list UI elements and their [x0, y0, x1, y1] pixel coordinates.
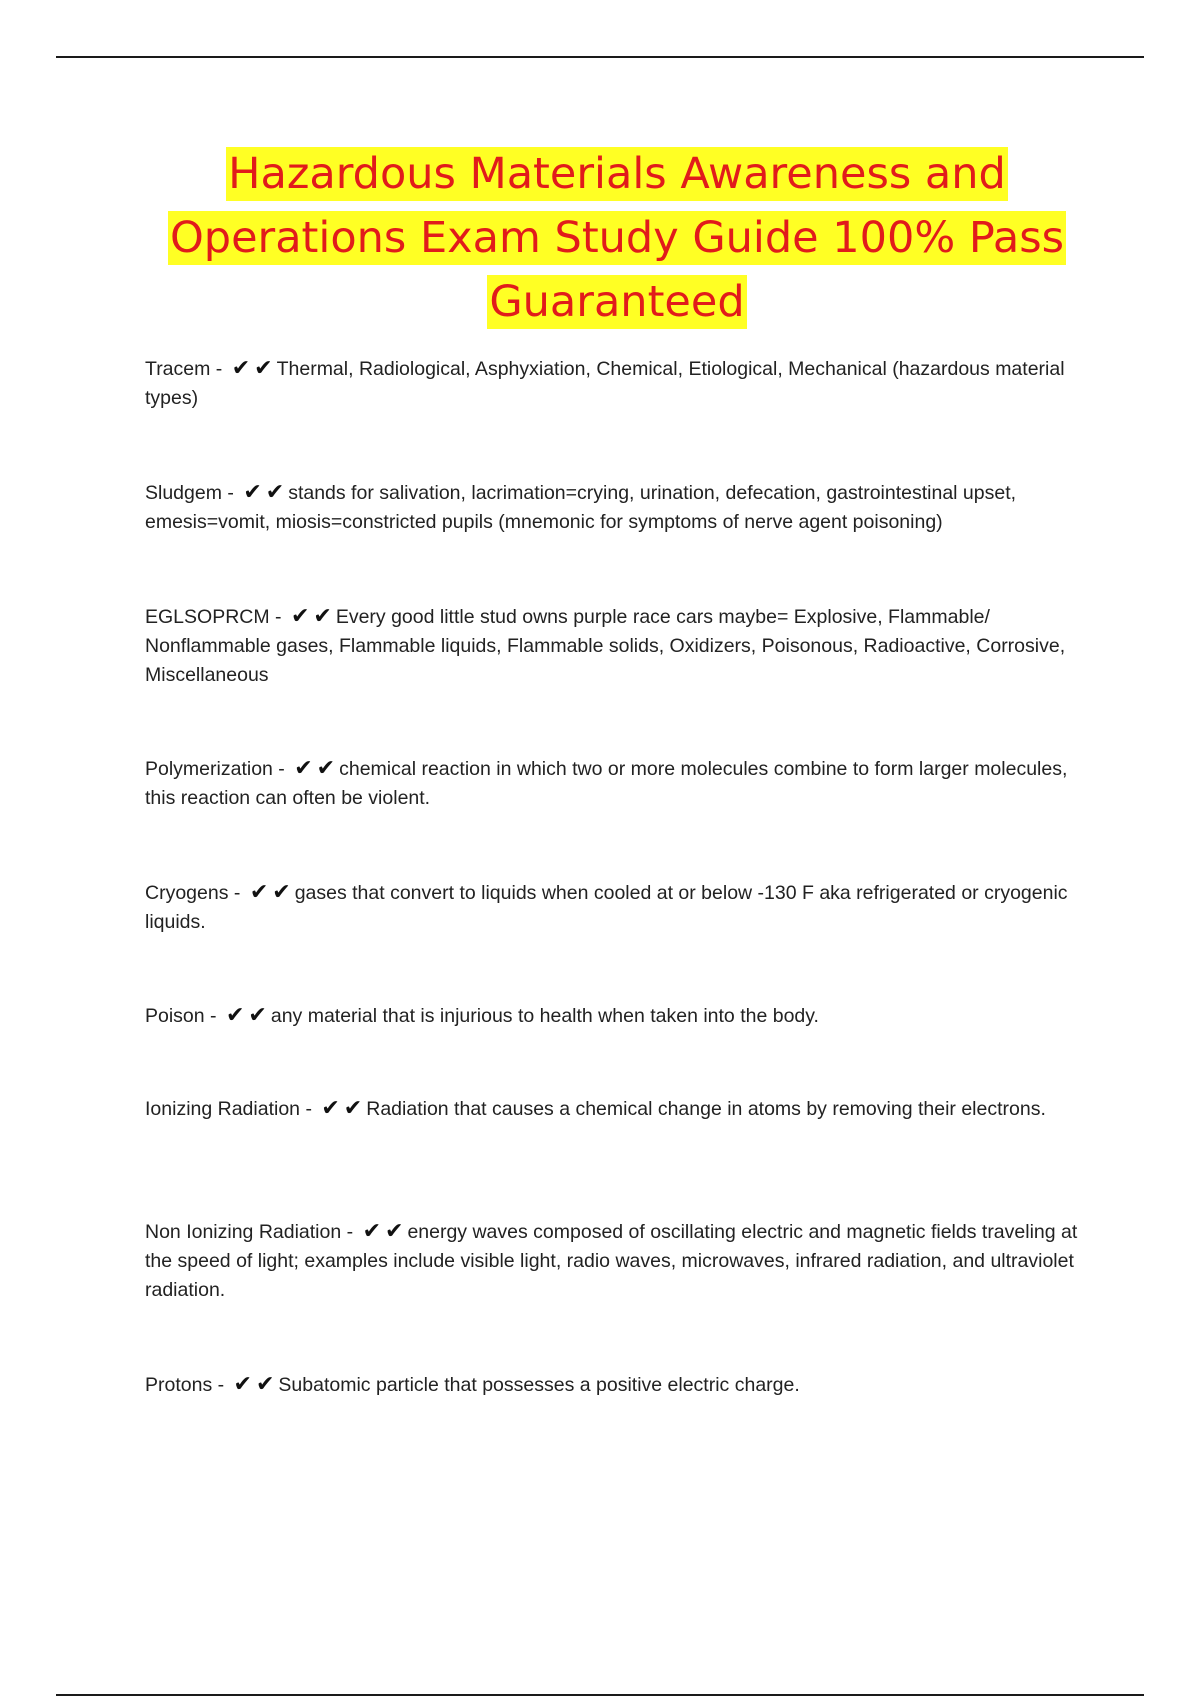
entry-separator: - — [204, 1005, 222, 1027]
document-title-text: Hazardous Materials Awareness and Operations Exam Study Guide 100% Pass Guaranteed — [169, 149, 1065, 327]
entry — [145, 754, 1090, 813]
entry-separator: - — [341, 1221, 359, 1243]
entry-definition: Every good little stud owns purple race cars maybe= Explosive, Flammable/ Nonflammable gases, Flammable liquids, Flammable solids, Oxidizers, Poisonous, Radioactive, Corrosive, Miscellaneous — [145, 606, 1066, 686]
entry-separator: - — [221, 482, 240, 504]
entry — [145, 354, 1090, 413]
entry-term: Poison — [145, 1005, 205, 1027]
entry-separator: - — [272, 758, 291, 780]
entry — [145, 878, 1090, 937]
entry-term: Polymerization — [145, 758, 273, 780]
entry-definition: Subatomic particle that possesses a positive electric charge. — [278, 1374, 800, 1396]
double-check-icon: ✔✔ — [290, 604, 336, 629]
double-check-icon: ✔✔ — [249, 880, 295, 905]
entry-term: Cryogens — [145, 882, 229, 904]
entry-term: Protons — [145, 1374, 213, 1396]
entry — [145, 1217, 1090, 1305]
entry-definition: stands for salivation, lacrimation=crying, urination, defecation, gastrointestinal upset, emesis=vomit, miosis=constricted pupils (mnemonic for symptoms of nerve agent poisoning) — [145, 482, 1017, 533]
entry-definition: any material that is injurious to health when taken into the body. — [270, 1005, 819, 1027]
entry — [145, 602, 1090, 690]
entry-separator: - — [210, 358, 228, 380]
entry-term: Non Ionizing Radiation — [145, 1221, 342, 1243]
double-check-icon: ✔✔ — [321, 1096, 367, 1121]
entry-separator: - — [212, 1374, 230, 1396]
entry-definition: gases that convert to liquids when cooled at or below -130 F aka refrigerated or cryogenic liquids. — [145, 882, 1068, 933]
entry — [145, 1094, 1090, 1124]
header-rule — [56, 56, 1144, 58]
double-check-icon: ✔✔ — [243, 480, 289, 505]
entry-separator: - — [228, 882, 246, 904]
entry-definition: chemical reaction in which two or more molecules combine to form larger molecules, this reaction can often be violent. — [145, 758, 1068, 809]
entry-separator: - — [269, 606, 287, 628]
entry-definition: Radiation that causes a chemical change in atoms by removing their electrons. — [366, 1098, 1046, 1120]
entry-definition: energy waves composed of oscillating electric and magnetic fields traveling at the speed of light; examples include visible light, radio waves, microwaves, infrared radiation, and ultraviolet radiation. — [145, 1221, 1078, 1301]
double-check-icon: ✔✔ — [233, 1372, 279, 1397]
entry-term: Ionizing Radiation — [145, 1098, 301, 1120]
entry-term: EGLSOPRCM — [145, 606, 270, 628]
double-check-icon: ✔✔ — [231, 356, 277, 381]
entry — [145, 1370, 1090, 1400]
entry-term: Tracem — [145, 358, 211, 380]
entry — [145, 1001, 1090, 1031]
entry-term: Sludgem — [145, 482, 222, 504]
footer-rule — [56, 1694, 1144, 1696]
double-check-icon: ✔✔ — [294, 756, 340, 781]
double-check-icon: ✔✔ — [362, 1219, 408, 1244]
document-title — [150, 142, 1084, 334]
entry — [145, 478, 1090, 537]
double-check-icon: ✔✔ — [225, 1003, 271, 1028]
entry-definition: Thermal, Radiological, Asphyxiation, Chemical, Etiological, Mechanical (hazardous material types) — [145, 358, 1065, 409]
entry-separator: - — [300, 1098, 318, 1120]
